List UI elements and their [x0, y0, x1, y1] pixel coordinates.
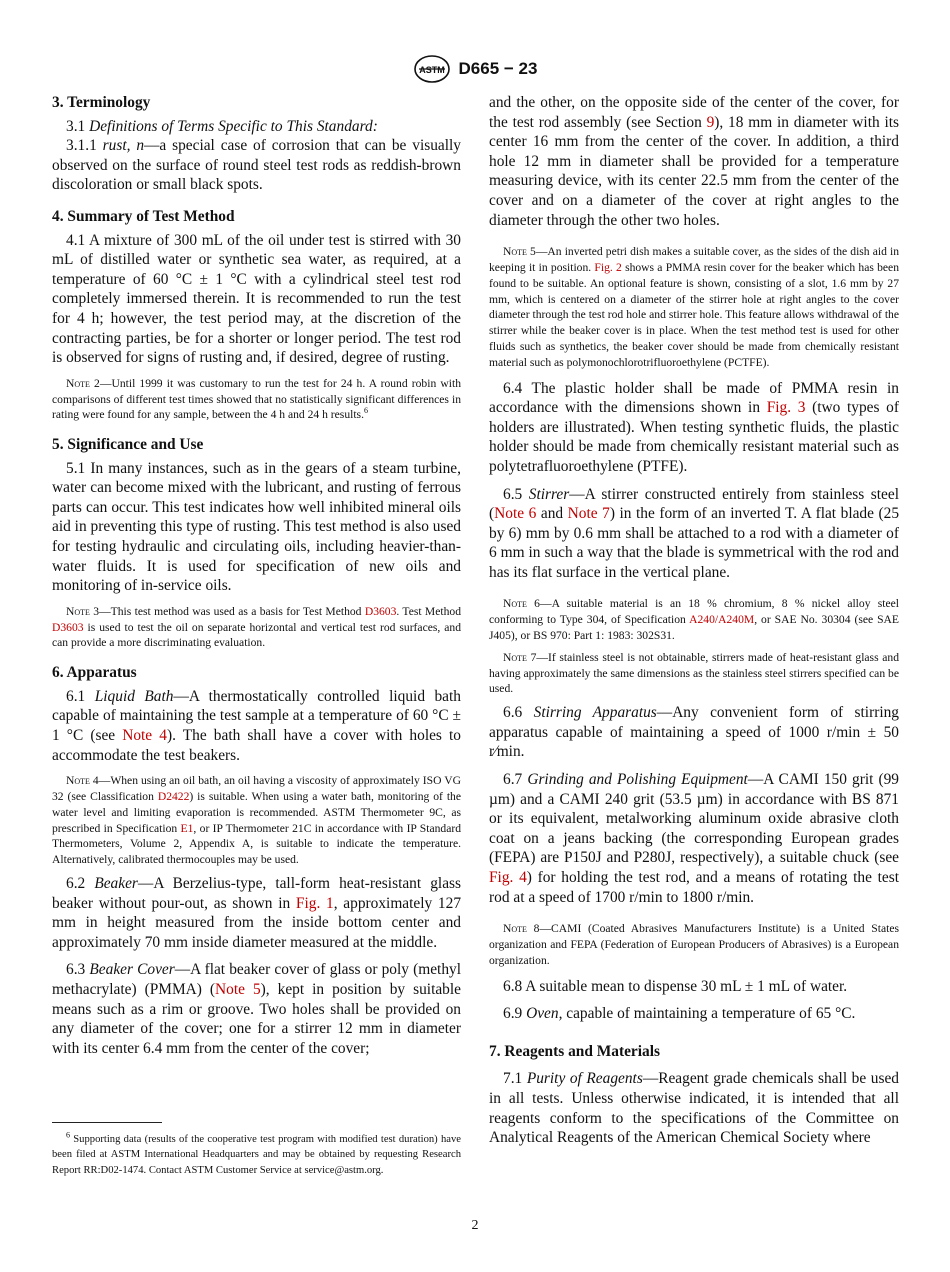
link-section-9[interactable]: 9: [706, 113, 715, 131]
link-note-5[interactable]: Note 5: [215, 980, 261, 998]
section-4-heading: 4. Summary of Test Method: [52, 207, 235, 225]
link-d3603-2[interactable]: D3603: [52, 620, 84, 634]
paragraph-7-1: 7.1 Purity of Reagents—Reagent grade chemicals shall be used in all tests. Unless otherwise indicated, it is intended that all reagents conform to the specifications of the Committee on Analytical Reagents of the American Chemical Society where: [489, 1070, 899, 1147]
note-5: Note 5—An inverted petri dish makes a suitable cover, as the sides of the dish aid in keeping it in position. Fig. 2 shows a PMMA resin cover for the beaker which has been found to be suitable. An optional feature is shown, consisting of a slot, 1.6 mm by 27 mm, which is centered on a diameter of the stirrer hole at right angles to the cover diameter through the test rod hole and stirrer hole. This feature allows withdrawal of the stirrer while the beaker cover is in place. When the test method test is used for other fluids such as synthetics, the beaker cover should be made from chemically resistant material such as polymonochlorotrifluoroethylene (PCTFE).: [489, 245, 899, 369]
section-5-heading: 5. Significance and Use: [52, 436, 204, 454]
paragraph-3-1: 3.1 Definitions of Terms Specific to This Standard:: [66, 117, 378, 135]
paragraph-6-2: 6.2 Beaker—A Berzelius-type, tall-form heat-resistant glass beaker without pour-out, as shown in Fig. 1, approximately 127 mm in height measured from the inside bottom center and approximately 70 mm inside diameter measured at the middle.: [52, 875, 462, 951]
paragraph-4-1: 4.1 A mixture of 300 mL of the oil under test is stirred with 30 mL of distilled water or synthetic sea water, as required, at a temperature of 60 °C ± 1 °C with a cylindrical steel test rod completely immersed therein. It is recommended to run the test for 4 h; however, the test period may, at the discretion of the contracting parties, be for a shorter or longer period. The test rod is observed for signs of rusting and, if desired, degree of rusting.: [52, 231, 461, 367]
left-column: [52, 93, 461, 1058]
link-fig-1[interactable]: Fig. 1: [295, 894, 334, 912]
note-3: Note 3—This test method was used as a basis for Test Method D3603. Test Method D3603 is used to test the oil on separate horizontal and vertical test rod surfaces, and can provide a more discriminating evaluation.: [52, 604, 461, 650]
footnote-6: $^6$ Supporting data (results of the cooperative test program with modified test duration) have been filed at ASTM International Headquarters and may be obtained by requesting Research Report RR:D02-1474. Contact ASTM Customer Service at service@astm.org.: [52, 1130, 461, 1176]
link-note-7[interactable]: Note 7: [567, 505, 610, 523]
logo-text: ASTM: [418, 65, 445, 75]
paragraph-6-4: 6.4 The plastic holder shall be made of PMMA resin in accordance with the dimensions shown in Fig. 3 (two types of holders are illustrated). When testing synthetic fluids, the plastic holder should be made from chemically resistant material such as polytetrafluoroethylene (PTFE).: [489, 379, 899, 475]
section-7-heading: 7. Reagents and Materials: [489, 1042, 660, 1060]
section-3-heading: 3. Terminology: [52, 94, 151, 111]
link-fig-3[interactable]: Fig. 3: [766, 399, 806, 417]
paragraph-6-1: 6.1 Liquid Bath—A thermostatically controlled liquid bath capable of maintaining the test sample at a temperature of 60 °C ± 1 °C (see Note 4). The bath shall have a cover with holes to accommodate the test beakers.: [52, 687, 461, 764]
paragraph-6-3-continued: and the other, on the opposite side of the center of the cover, for the test rod assembly (see Section 9), 18 mm in diameter with its center 16 mm from the center of the cover. In addition, a third hole 12 mm in diameter shall be provided for a temperature measuring device, with its center 22.5 mm from the center of the cover and on a diameter of the cover at right angles to the diameter through the other two holes.: [489, 94, 899, 229]
link-d3603[interactable]: D3603: [364, 604, 397, 618]
astm-logo-icon: [413, 54, 451, 84]
note-2: Note 2—Until 1999 it was customary to run the test for 24 h. A round robin with comparisons of different test times showed that no statistically significant differences in rating were found for any sample, between the 4 h and 24 h results.$^6$: [52, 376, 461, 422]
note-8: Note 8—CAMI (Coated Abrasives Manufacturers Institute) is a United States organization and FEPA (Federation of European Producers of Abrasives) is a European organization.: [489, 922, 899, 967]
page-number: 2: [471, 1218, 479, 1233]
note-4: Note 4—When using an oil bath, an oil having a viscosity of approximately ISO VG 32 (see Classification D2422) is suitable. When using a water bath, monitoring of the water level and limiting evaporation is recommended. ASTM Thermometer 9C, as prescribed in Specification E1, or IP Thermometer 21C in accordance with IP Standard Thermometers, Volume 2, Appendix A, is suitable to indicate the temperature. Alternatively, calibrated thermocouples may be used.: [52, 774, 462, 867]
note-6: Note 6—A suitable material is an 18 % chromium, 8 % nickel alloy steel conforming to Type 304, of Specification A240/A240M, or SAE No. 30304 (see SAE J405), or BS 970: Part 1: 1983: 302S31.: [489, 597, 899, 643]
paragraph-6-6: 6.6 Stirring Apparatus—Any convenient form of stirring apparatus capable of maintaining a speed of 1000 r/min ± 50 r⁄min.: [489, 704, 899, 761]
link-a240[interactable]: A240/A240M: [689, 613, 755, 627]
footnote-rule: [52, 1122, 162, 1123]
paragraph-6-9: 6.9 Oven, capable of maintaining a temperature of 65 °C.: [503, 1005, 856, 1023]
section-6-heading: 6. Apparatus: [52, 664, 137, 682]
paragraph-6-5: 6.5 Stirrer—A stirrer constructed entirely from stainless steel (Note 6 and Note 7) in the form of an inverted T. A flat blade (25 by 6) mm by 0.6 mm shall be attached to a rod with a diameter of 6 mm in such a way that the blade is symmetrical with the rod and has its flat surface in the vertical plane.: [489, 485, 900, 581]
right-column: [489, 93, 899, 1148]
link-note-4[interactable]: Note 4: [122, 727, 167, 745]
paragraph-6-3: 6.3 Beaker Cover—A flat beaker cover of glass or poly (methyl methacrylate) (PMMA) (Note 5), kept in position by suitable means such as a rim or groove. Two holes shall be provided on any diameter of the cover; one for a stirrer 12 mm in diameter with its center 6.4 mm from the center of the cover;: [52, 961, 462, 1057]
note-7: Note 7—If stainless steel is not obtainable, stirrers made of heat-resistant glass and having approximately the same dimensions as the stainless steel stirrers specified can be used.: [489, 650, 899, 696]
link-fig-2[interactable]: Fig. 2: [594, 260, 622, 274]
paragraph-3-1-1: 3.1.1 rust, n—a special case of corrosion that can be visually observed on the surface of round steel test rods as reddish-brown discoloration or small black spots.: [52, 137, 461, 194]
page-header: [0, 54, 950, 84]
paragraph-6-7: 6.7 Grinding and Polishing Equipment—A CAMI 150 grit (99 µm) and a CAMI 240 grit (53.5 µm) in accordance with BS 871 or its equivalent, metalworking aluminum oxide abrasive cloth coat on a jeans backing (the corresponding European grades (FEPA) are P150J and P280J, respectively), a suitable chuck (see Fig. 4) for holding the test rod, and a means of rotating the test rod at a speed of 1700 r/min to 1800 r/min.: [489, 771, 900, 906]
link-d2422[interactable]: D2422: [157, 790, 190, 804]
paragraph-6-8: 6.8 A suitable mean to dispense 30 mL ± 1 mL of water.: [503, 977, 848, 995]
link-note-6[interactable]: Note 6: [494, 505, 537, 523]
link-fig-4[interactable]: Fig. 4: [489, 869, 527, 886]
paragraph-5-1: 5.1 In many instances, such as in the gears of a steam turbine, water can become mixed with the lubricant, and rusting of ferrous parts can occur. This test indicates how well inhibited mineral oils aid in preventing this type of rusting. This test method is also used for testing hydraulic and circulating oils, including heavier-than-water fluids. It is used for specification of new oils and monitoring of in-service oils.: [52, 459, 461, 595]
link-e1[interactable]: E1: [180, 821, 194, 835]
document-code: D665 − 23: [458, 59, 538, 78]
